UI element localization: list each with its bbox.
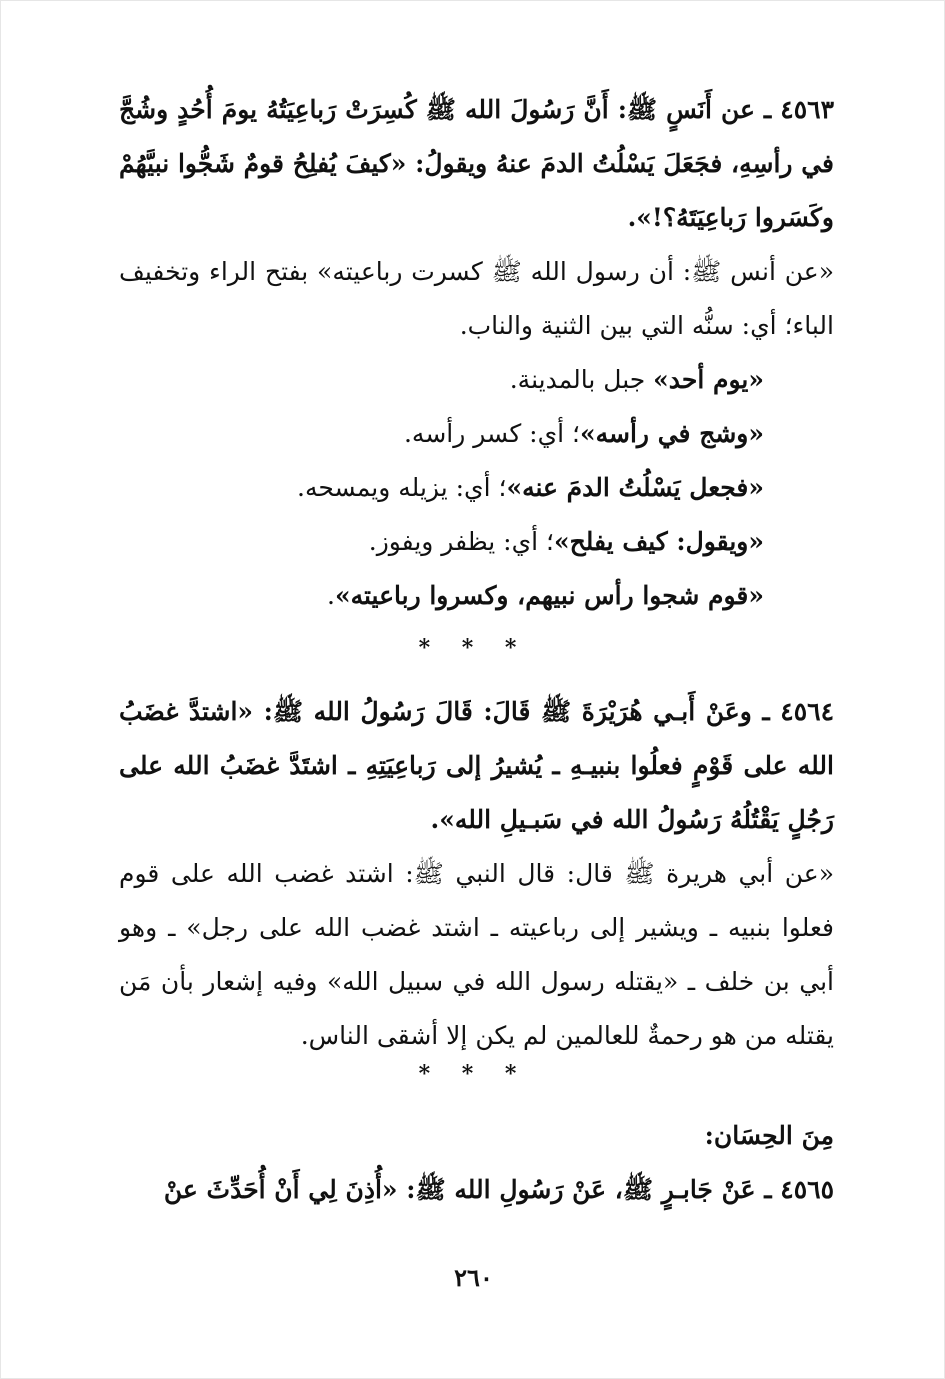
hadith-4563: ٤٥٦٣ ـ عن أَنَسٍ ﷺ: أَنَّ رَسُولَ الله ﷺ كُسِرَتْ رَباعِيَتُهُ يومَ أُحُدٍ وشُجَّ في رأسِهِ، فجَعَلَ يَسْلُتُ الدمَ عنهُ ويقولُ: «كيفَ يُفلِحُ قومٌ شَجُّوا نبيَّهُمْ وكَسَروا رَباعِيَتَهُ؟!». xyxy=(119,95,834,232)
section-heading: مِنَ الحِسَان: xyxy=(704,1121,834,1150)
gloss-item xyxy=(369,515,764,569)
page-number: ٢٦٠ xyxy=(454,1263,493,1292)
gloss-term: «يوم أحد» xyxy=(653,365,764,394)
gloss-term: «فجعل يَسْلُتُ الدمَ عنه» xyxy=(506,473,764,502)
hadith-4564: ٤٥٦٤ ـ وعَنْ أَبـي هُرَيْرَةَ ﷺ قَالَ: قَالَ رَسُولُ الله ﷺ: «اشتدَّ غضَبُ الله على قَوْمٍ فعلُوا بنبيـهِ ـ يُشيرُ إلى رَباعِيَتِهِ ـ اشتَدَّ غضَبُ الله على رَجُلٍ يَقْتُلُهُ رَسُولُ الله في سَبـيلِ الله». xyxy=(119,697,834,834)
section-separator: * * * xyxy=(418,635,529,661)
gloss-item xyxy=(404,407,764,461)
gloss-text: ؛ أي: كسر رأسه. xyxy=(403,419,581,448)
commentary-4563-intro: «عن أنس ﷺ: أن رسول الله ﷺ كسرت رباعيته» بفتح الراء وتخفيف الباء؛ أي: سنُّه التي بين الثنية والناب. xyxy=(119,257,834,340)
hadith-4565: ٤٥٦٥ ـ عَنْ جَابـرٍ ﷺ، عَنْ رَسُولِ الله ﷺ: «أُذِنَ لِي أَنْ أُحَدِّثَ عنْ xyxy=(163,1175,834,1204)
gloss-item xyxy=(327,569,764,623)
gloss-item xyxy=(297,461,764,515)
gloss-text: ؛ أي: يظفر ويفوز. xyxy=(368,527,554,556)
gloss-term: «وشج في رأسه» xyxy=(580,419,764,448)
gloss-term: «ويقول: كيف يفلح» xyxy=(554,527,764,556)
commentary-4564: «عن أبي هريرة ﷺ قال: قال النبي ﷺ: اشتد غضب الله على قوم فعلوا بنبيه ـ ويشير إلى رباعيته ـ اشتد غضب الله على رجل» ـ وهو أبي بن خلف ـ «يقتله رسول الله في سبيل الله» وفيه إشعار بأن مَن يقتله من هو رحمةٌ للعالمين لم يكن إلا أشقى الناس. xyxy=(119,859,834,1050)
gloss-text: جبل بالمدينة. xyxy=(509,365,654,394)
gloss-text: . xyxy=(327,581,335,610)
gloss-item xyxy=(510,353,764,407)
gloss-text: ؛ أي: يزيله ويمسحه. xyxy=(297,473,507,502)
section-separator: * * * xyxy=(418,1061,529,1087)
gloss-term: «قوم شجوا رأس نبيهم، وكسروا رباعيته» xyxy=(334,581,764,610)
